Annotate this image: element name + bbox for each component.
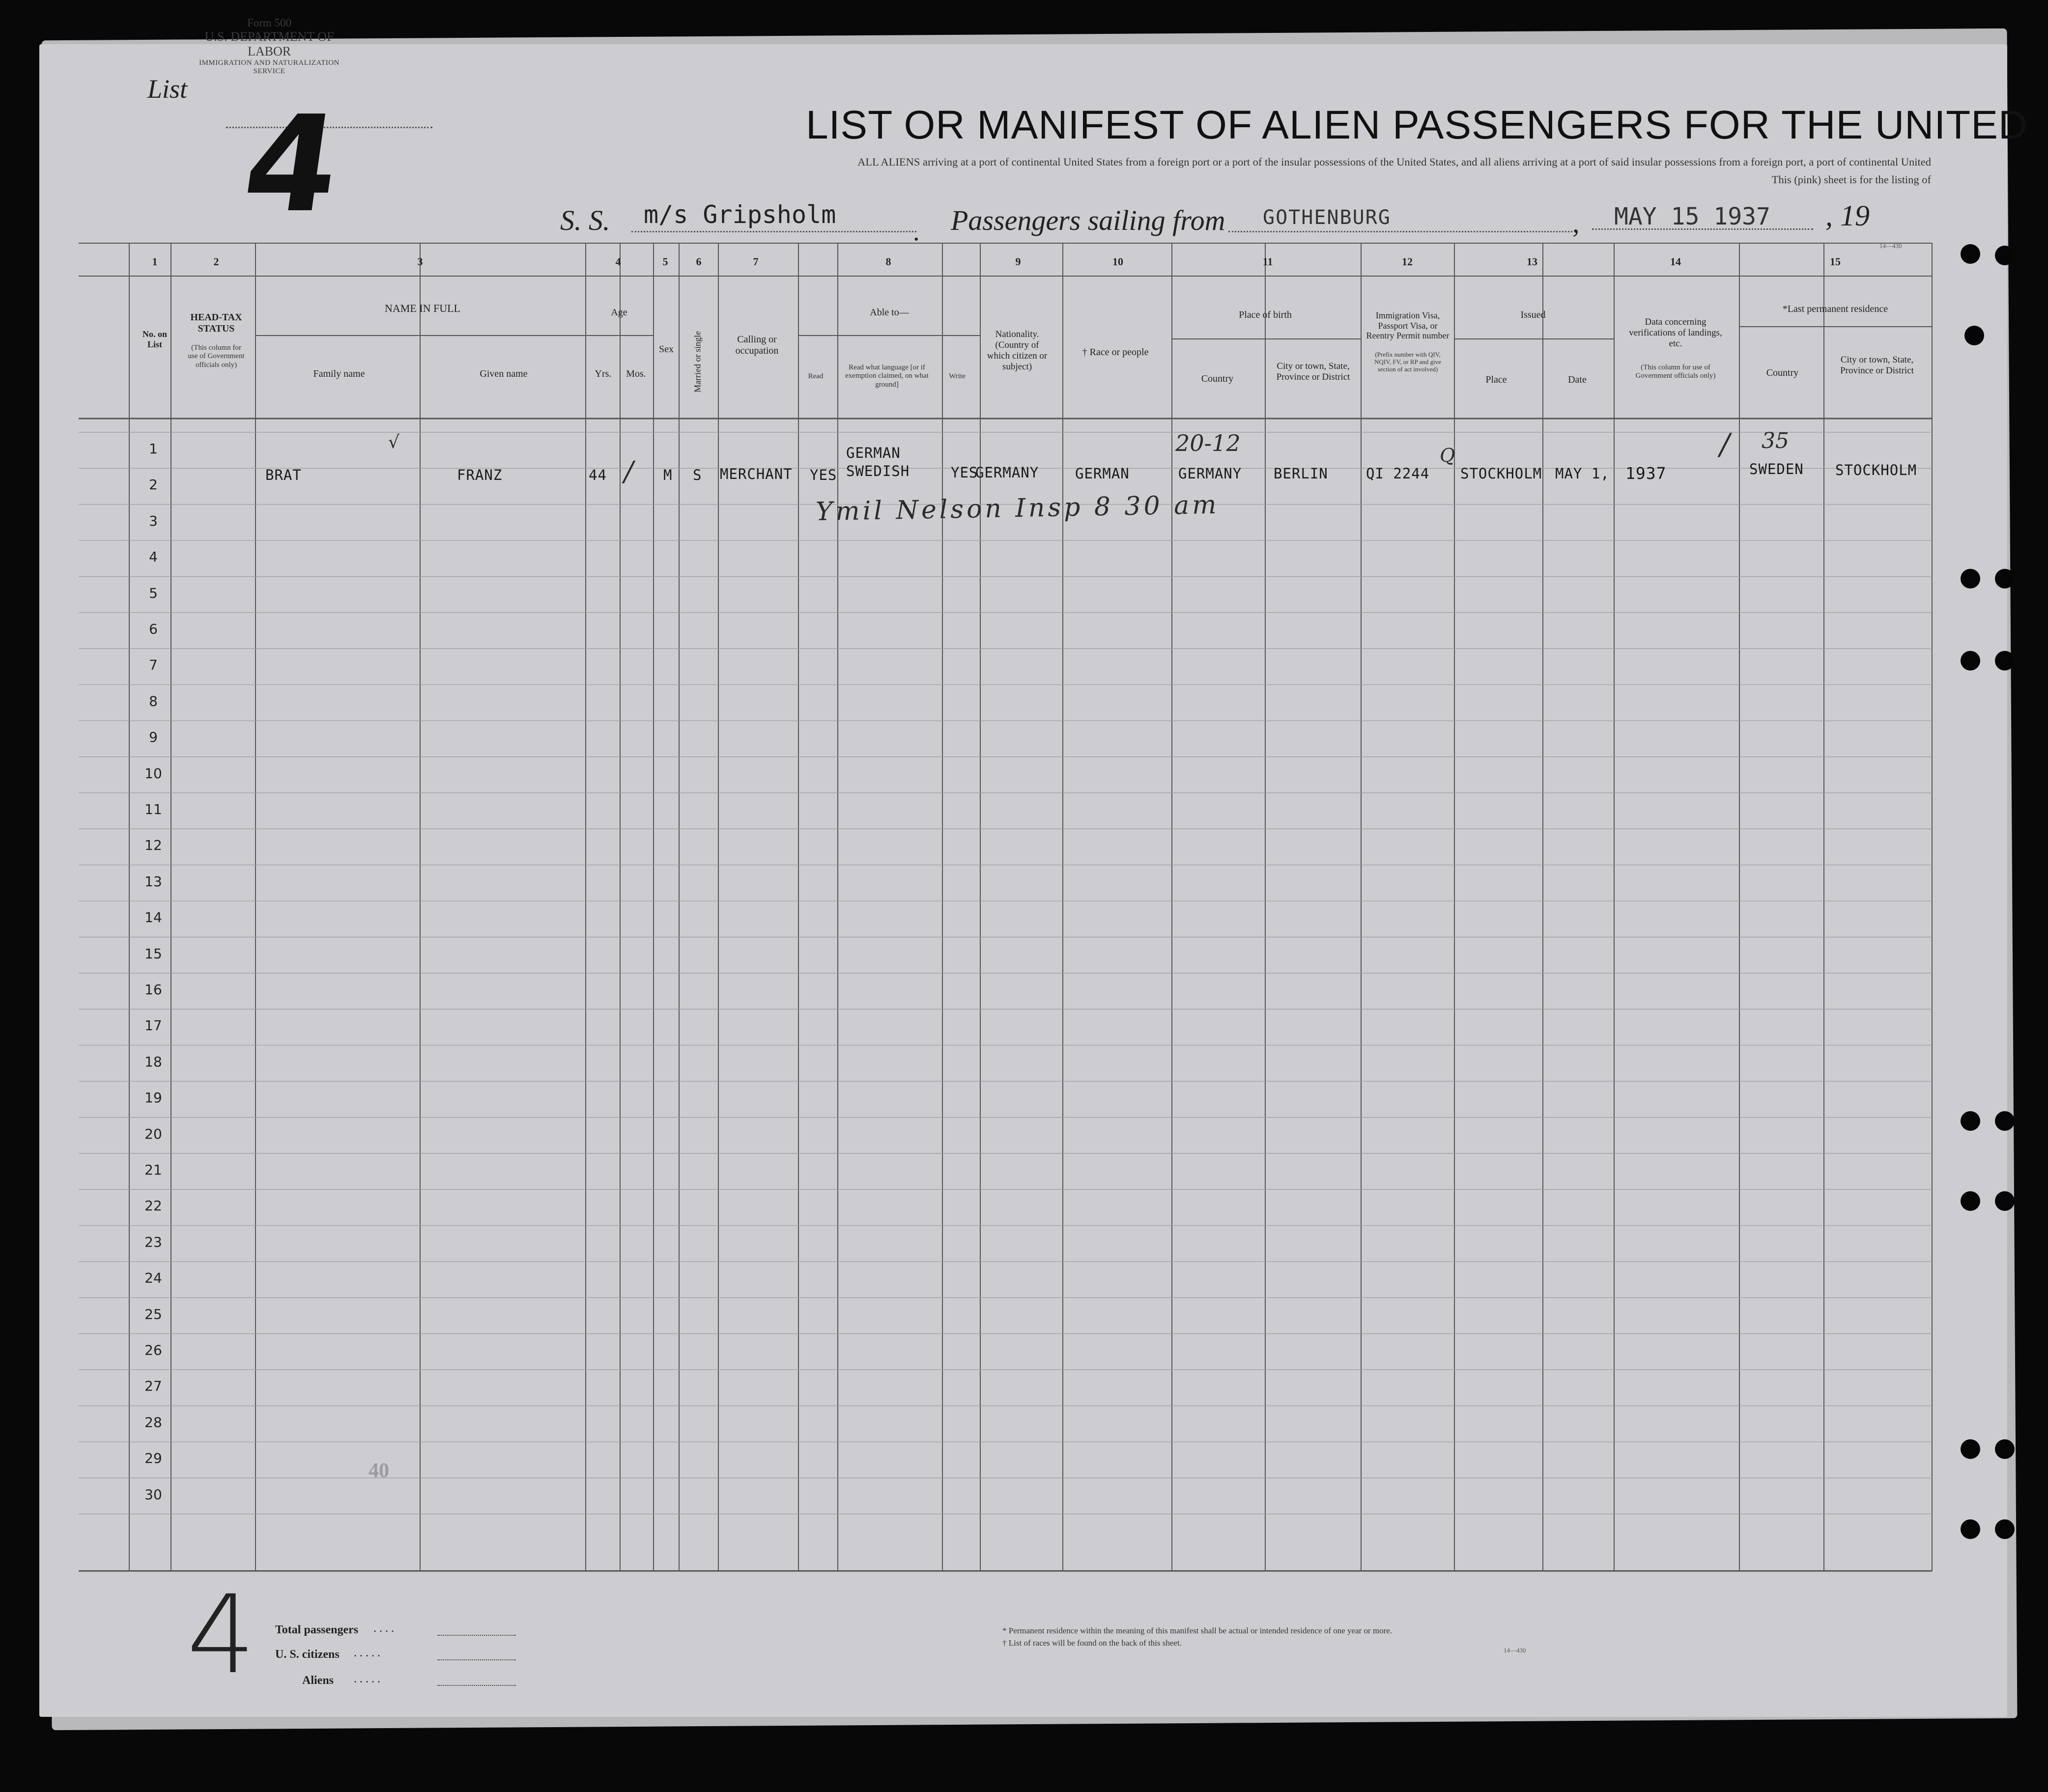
column-number-12: 12 (1402, 255, 1413, 268)
header-data-note: (This column for use of Government officials only) (1635, 364, 1716, 380)
row-number: 24 (144, 1270, 162, 1287)
binder-hole (1964, 326, 1984, 345)
binder-hole (1995, 246, 2015, 265)
entry-age-months: / (624, 456, 633, 488)
row-number: 13 (144, 873, 162, 890)
column-number-15: 15 (1830, 255, 1841, 268)
binder-hole (1961, 1439, 1980, 1459)
binder-hole (1961, 1191, 1980, 1211)
row-number: 22 (144, 1198, 162, 1214)
entry-birth-country: GERMANY (1178, 465, 1242, 482)
entry-age-years: 44 (589, 467, 607, 483)
entry-race: GERMAN (1075, 465, 1130, 482)
header-read-language: Read what language [or if exemption claimed, on what ground] (845, 364, 929, 389)
list-label: List (147, 74, 188, 104)
row-number: 10 (144, 765, 162, 782)
entry-issued-place: STOCKHOLM (1460, 465, 1542, 482)
row-number: 3 (149, 512, 158, 529)
header-family-name: Family name (313, 368, 365, 379)
row-number: 15 (144, 945, 162, 962)
header-mos: Mos. (626, 368, 646, 379)
stray-number: 40 (369, 1459, 389, 1482)
header-age: Age (611, 307, 627, 318)
entry-family-name: BRAT (265, 467, 302, 483)
header-place-of-birth: Place of birth (1239, 309, 1292, 320)
column-number-7: 7 (753, 255, 759, 268)
row-number: 27 (144, 1378, 162, 1395)
form-number: Form 500 (247, 17, 292, 29)
ship-name: m/s Gripsholm (644, 200, 836, 229)
column-number-2: 2 (213, 255, 219, 268)
entry-birth-annotation: 20-12 (1175, 430, 1241, 456)
header-visa-note: (Prefix number with QIV, NQIV, FV, or RP and give section of act involved) (1374, 351, 1441, 373)
header-nationality: Nationality. (Country of which citizen or subject) (987, 329, 1048, 372)
entry-residence-annotation: 35 (1762, 428, 1789, 453)
row-number: 6 (149, 621, 158, 637)
aliens-label: Aliens (302, 1674, 334, 1687)
sailing-date: MAY 15 1937 (1614, 203, 1770, 230)
header-last-residence: *Last permanent residence (1782, 304, 1888, 314)
year-prefix: , 19 (1825, 199, 1870, 232)
entry-issued-date: MAY 1, (1555, 465, 1610, 482)
binder-hole (1961, 244, 1980, 264)
entry-birth-city: BERLIN (1274, 465, 1328, 482)
row-number: 21 (144, 1162, 162, 1178)
comma-mark: , (1572, 207, 1580, 239)
binder-hole (1961, 1519, 1980, 1539)
header-given-name: Given name (480, 368, 528, 379)
column-number-8: 8 (885, 255, 891, 268)
entry-check-mark: √ (388, 432, 399, 452)
entry-write: YES (951, 464, 978, 481)
ss-label: S. S. (560, 204, 610, 236)
row-number: 19 (144, 1090, 162, 1106)
header-sex: Sex (659, 344, 674, 355)
header-code: 14—430 (1879, 242, 1902, 250)
row-number: 17 (144, 1017, 162, 1034)
subtitle-line-1: ALL ALIENS arriving at a port of continental United States from a foreign port or a port of the insular possessions of the United States, and all aliens arriving at a port of said insular possessions from a foreign port, a port of continental United (857, 156, 1931, 168)
us-citizens-line (437, 1659, 516, 1660)
entry-language-1: GERMAN (846, 445, 901, 461)
column-number-4: 4 (615, 255, 621, 268)
list-number: 4 (234, 87, 349, 242)
header-head-tax-note: (This column for use of Government officials only) (188, 344, 245, 369)
inspector-signature: Ymil Nelson Insp 8 30 am (815, 490, 1220, 527)
entry-married-single: S (693, 467, 702, 483)
service-name: IMMIGRATION AND NATURALIZATION SERVICE (199, 59, 340, 76)
header-yrs: Yrs. (595, 368, 612, 379)
header-married-single: Married or single (692, 331, 703, 392)
row-number: 20 (144, 1125, 162, 1142)
header-read: Read (808, 372, 824, 380)
row-number: 23 (144, 1233, 162, 1250)
binder-hole (1995, 1111, 2015, 1131)
entry-sex: M (663, 467, 673, 483)
row-number: 5 (149, 585, 158, 601)
binder-hole (1995, 569, 2015, 588)
column-number-13: 13 (1527, 255, 1537, 268)
binder-hole (1961, 651, 1980, 671)
total-passengers-dots: .... (373, 1622, 397, 1635)
row-number: 2 (149, 476, 158, 493)
column-number-14: 14 (1670, 255, 1681, 268)
row-number: 8 (149, 693, 158, 709)
entry-residence-city: STOCKHOLM (1835, 462, 1917, 478)
row-number: 25 (144, 1306, 162, 1322)
header-birth-city: City or town, State, Province or District (1276, 361, 1350, 382)
binder-hole (1995, 1519, 2015, 1539)
column-number-5: 5 (662, 255, 668, 268)
binder-hole (1961, 1111, 1980, 1131)
binder-hole (1995, 1439, 2015, 1459)
column-number-6: 6 (696, 255, 702, 268)
total-passengers-line (437, 1635, 516, 1636)
header-residence-city: City or town, State, Province or District (1840, 355, 1914, 376)
entry-visa-mark: Q (1440, 445, 1455, 466)
period-mark: . (913, 217, 920, 246)
row-number: 12 (144, 837, 162, 854)
header-issued: Issued (1520, 309, 1546, 320)
aliens-line (437, 1685, 516, 1686)
row-number: 7 (149, 657, 158, 673)
column-number-1: 1 (152, 255, 158, 268)
port-of-departure: GOTHENBURG (1263, 206, 1391, 229)
row-number: 11 (144, 801, 162, 817)
row-number: 30 (144, 1486, 162, 1503)
header-issued-place: Place (1485, 374, 1507, 385)
footnote-races: † List of races will be found on the back of this sheet. (1002, 1638, 1182, 1648)
subtitle-line-2: This (pink) sheet is for the listing of (1771, 173, 1931, 186)
header-race: † Race or people (1082, 347, 1149, 358)
binder-hole (1995, 1191, 2015, 1211)
aliens-dots: ..... (354, 1673, 383, 1685)
header-able-to: Able to— (870, 307, 909, 318)
header-no-on-list: No. on List (142, 329, 167, 349)
tally-number: 4 (187, 1572, 256, 1698)
entry-read: YES (810, 467, 837, 483)
binder-hole (1995, 651, 2015, 671)
header-write: Write (949, 372, 966, 380)
entry-occupation: MERCHANT (720, 466, 793, 482)
column-number-10: 10 (1112, 255, 1123, 268)
header-calling: Calling or occupation (735, 334, 779, 356)
row-number: 4 (149, 549, 158, 565)
footnote-residence: * Permanent residence within the meaning of this manifest shall be actual or intended residence of one year or more. (1002, 1626, 1393, 1635)
binder-hole (1961, 569, 1980, 588)
header-visa: Immigration Visa, Passport Visa, or Reentry Permit number (1366, 310, 1450, 341)
entry-given-name: FRANZ (457, 467, 503, 483)
page-title: LIST OR MANIFEST OF ALIEN PASSENGERS FOR THE UNITED (806, 103, 2028, 147)
row-number: 18 (144, 1053, 162, 1070)
sailing-label: Passengers sailing from (951, 204, 1225, 236)
us-citizens-label: U. S. citizens (275, 1648, 340, 1661)
department-name: U.S. DEPARTMENT OF LABOR (204, 29, 334, 59)
row-number: 1 (149, 441, 158, 457)
entry-residence-country: SWEDEN (1749, 461, 1804, 477)
row-number: 26 (144, 1342, 162, 1358)
entry-issued-year: 1937 (1625, 464, 1667, 483)
entry-visa-number: QI 2244 (1366, 465, 1430, 482)
us-citizens-dots: ..... (354, 1647, 383, 1659)
header-data-concerning: Data concerning verifications of landings, etc. (1629, 317, 1722, 349)
header-birth-country: Country (1201, 373, 1234, 384)
header-name-in-full: NAME IN FULL (385, 302, 460, 314)
column-number-9: 9 (1015, 255, 1021, 268)
row-number: 14 (144, 909, 162, 926)
row-number: 29 (144, 1450, 162, 1467)
column-number-11: 11 (1262, 255, 1273, 268)
total-passengers-label: Total passengers (275, 1624, 359, 1636)
header-head-tax: HEAD-TAX STATUS (190, 312, 242, 334)
header-residence-country: Country (1766, 367, 1799, 378)
row-number: 28 (144, 1414, 162, 1430)
footer-code: 14—430 (1504, 1647, 1526, 1654)
row-number: 16 (144, 981, 162, 998)
entry-nationality: GERMANY (975, 464, 1039, 481)
row-number: 9 (149, 729, 158, 746)
entry-slash-mark: / (1720, 427, 1730, 462)
column-number-3: 3 (417, 255, 423, 268)
header-issued-date: Date (1568, 374, 1587, 385)
entry-language-2: SWEDISH (846, 463, 910, 479)
